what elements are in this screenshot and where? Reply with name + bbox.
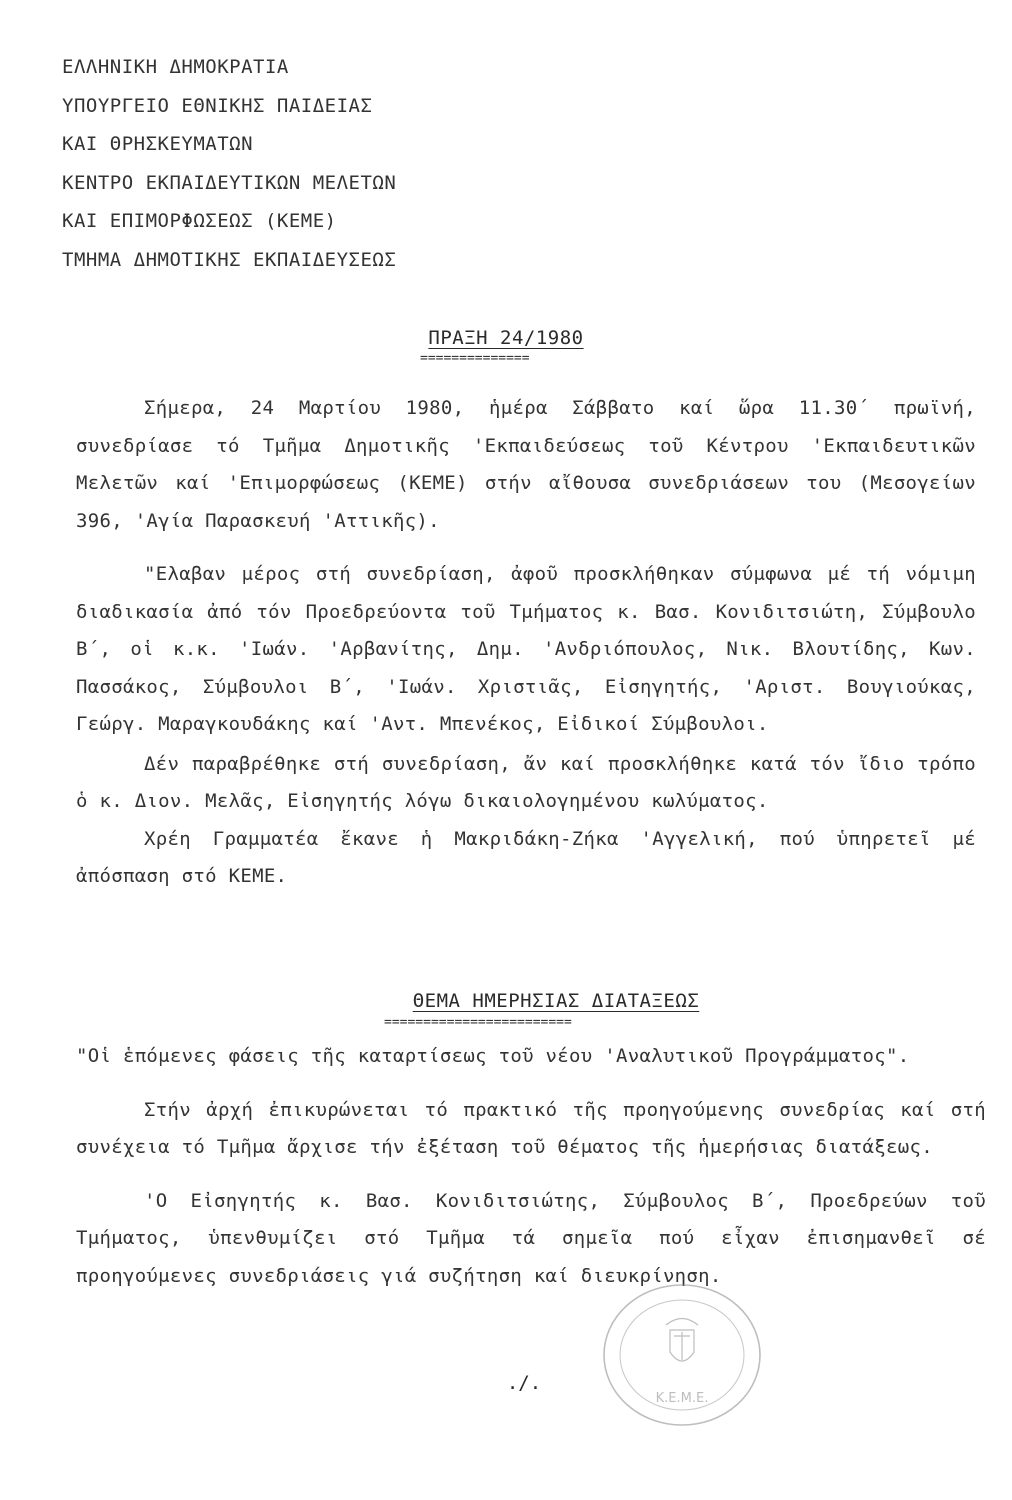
official-seal-stamp	[600, 1280, 765, 1430]
paragraph-session: Σήμερα, 24 Μαρτίου 1980, ἡμέρα Σάββατο καί ὥρα 11.30΄ πρωϊνή, συνεδρίασε τό Τμῆμα Δημοτικῆς 'Εκπαιδεύσεως τοῦ Κέντρου 'Εκπαιδευτικῶν Μελετῶν καί 'Επιμορφώσεως (ΚΕΜΕ) στήν αἴθουσα συνεδριάσεων του (Μεσογείων 396, 'Αγία Παρασκευή 'Αττικῆς).	[76, 397, 976, 532]
continuation-mark: ./.	[506, 1372, 542, 1394]
agenda-title-wrap	[0, 990, 1012, 1012]
title-double-rule: ==============	[420, 351, 530, 366]
act-title-wrap	[0, 327, 1012, 349]
paragraph-secretary: Χρέη Γραμματέα ἔκανε ἡ Μακριδάκη-Ζήκα 'Αγγελική, πού ὑπηρετεῖ μέ ἀπόσπαση στό ΚΕΜΕ.	[76, 827, 976, 887]
paragraph-rapporteur: 'Ο Εἰσηγητής κ. Βασ. Κονιδιτσιώτης, Σύμβουλος Β΄, Προεδρεύων τοῦ Τμήματος, ὑπενθυμίζει στό Τμῆμα τά σημεῖα πού εἶχαν ἐπισημανθεῖ σέ προηγούμενες συνεδριάσεις γιά συζήτηση καί διευκρίνηση.	[76, 1189, 986, 1287]
letterhead-line: ΚΑΙ ΕΠΙΜΟΡΦΩΣΕΩΣ (ΚΕΜΕ)	[62, 210, 337, 232]
letterhead-line: ΚΑΙ ΘΡΗΣΚΕΥΜΑΤΩΝ	[62, 133, 254, 155]
agenda-subject: "Οἱ ἑπόμενες φάσεις τῆς καταρτίσεως τοῦ νέου 'Αναλυτικοῦ Προγράμματος".	[76, 1045, 910, 1067]
letterhead-line: ΚΕΝΤΡΟ ΕΚΠΑΙΔΕΥΤΙΚΩΝ ΜΕΛΕΤΩΝ	[62, 171, 397, 194]
letterhead-line: ΕΛΛΗΝΙΚΗ ΔΗΜΟΚΡΑΤΙΑ	[62, 56, 289, 78]
minutes-body	[76, 390, 976, 896]
letterhead-line: ΥΠΟΥΡΓΕΙΟ ΕΘΝΙΚΗΣ ΠΑΙΔΕΙΑΣ	[62, 94, 373, 117]
paragraph-approval: Στήν ἀρχή ἐπικυρώνεται τό πρακτικό τῆς προηγούμενης συνεδρίας καί στή συνέχεια τό Τμῆμα ἄρχισε τήν ἐξέταση τοῦ θέματος τῆς ἡμερήσιας διατάξεως.	[76, 1098, 986, 1158]
act-title: ΠΡΑΞΗ 24/1980	[428, 327, 584, 349]
letterhead	[62, 48, 396, 279]
agenda-double-rule: ========================	[384, 1015, 572, 1030]
agenda-title: ΘΕΜΑ ΗΜΕΡΗΣΙΑΣ ΔΙΑΤΑΞΕΩΣ	[412, 990, 700, 1012]
paragraph-attendees: "Ελαβαν μέρος στή συνεδρίαση, ἀφοῦ προσκλήθηκαν σύμφωνα μέ τή νόμιμη διαδικασία ἀπό τόν Προεδρεύοντα τοῦ Τμήματος κ. Βασ. Κονιδιτσιώτη, Σύμβουλο Β΄, οἱ κ.κ. 'Ιωάν. 'Αρβανίτης, Δημ. 'Ανδριόπουλος, Νικ. Βλουτίδης, Κων. Πασσάκος, Σύμβουλοι Β΄, 'Ιωάν. Χριστιᾶς, Εἰσηγητής, 'Αριστ. Βουγιούκας, Γεώργ. Μαραγκουδάκης καί 'Αντ. Μπενέκος, Εἰδικοί Σύμβουλοι.	[76, 563, 976, 735]
continuation-mark-wrap	[0, 1372, 1012, 1394]
letterhead-line: ΤΜΗΜΑ ΔΗΜΟΤΙΚΗΣ ΕΚΠΑΙΔΕΥΣΕΩΣ	[62, 248, 397, 271]
paragraph-absent: Δέν παραβρέθηκε στή συνεδρίαση, ἄν καί προσκλήθηκε κατά τόν ἴδιο τρόπο ὁ κ. Διον. Μελᾶς, Εἰσηγητής λόγω δικαιολογημένου κωλύματος.	[76, 752, 976, 812]
stamp-text: Κ.Ε.Μ.Ε.	[655, 1391, 709, 1406]
agenda-body	[76, 1038, 986, 1295]
